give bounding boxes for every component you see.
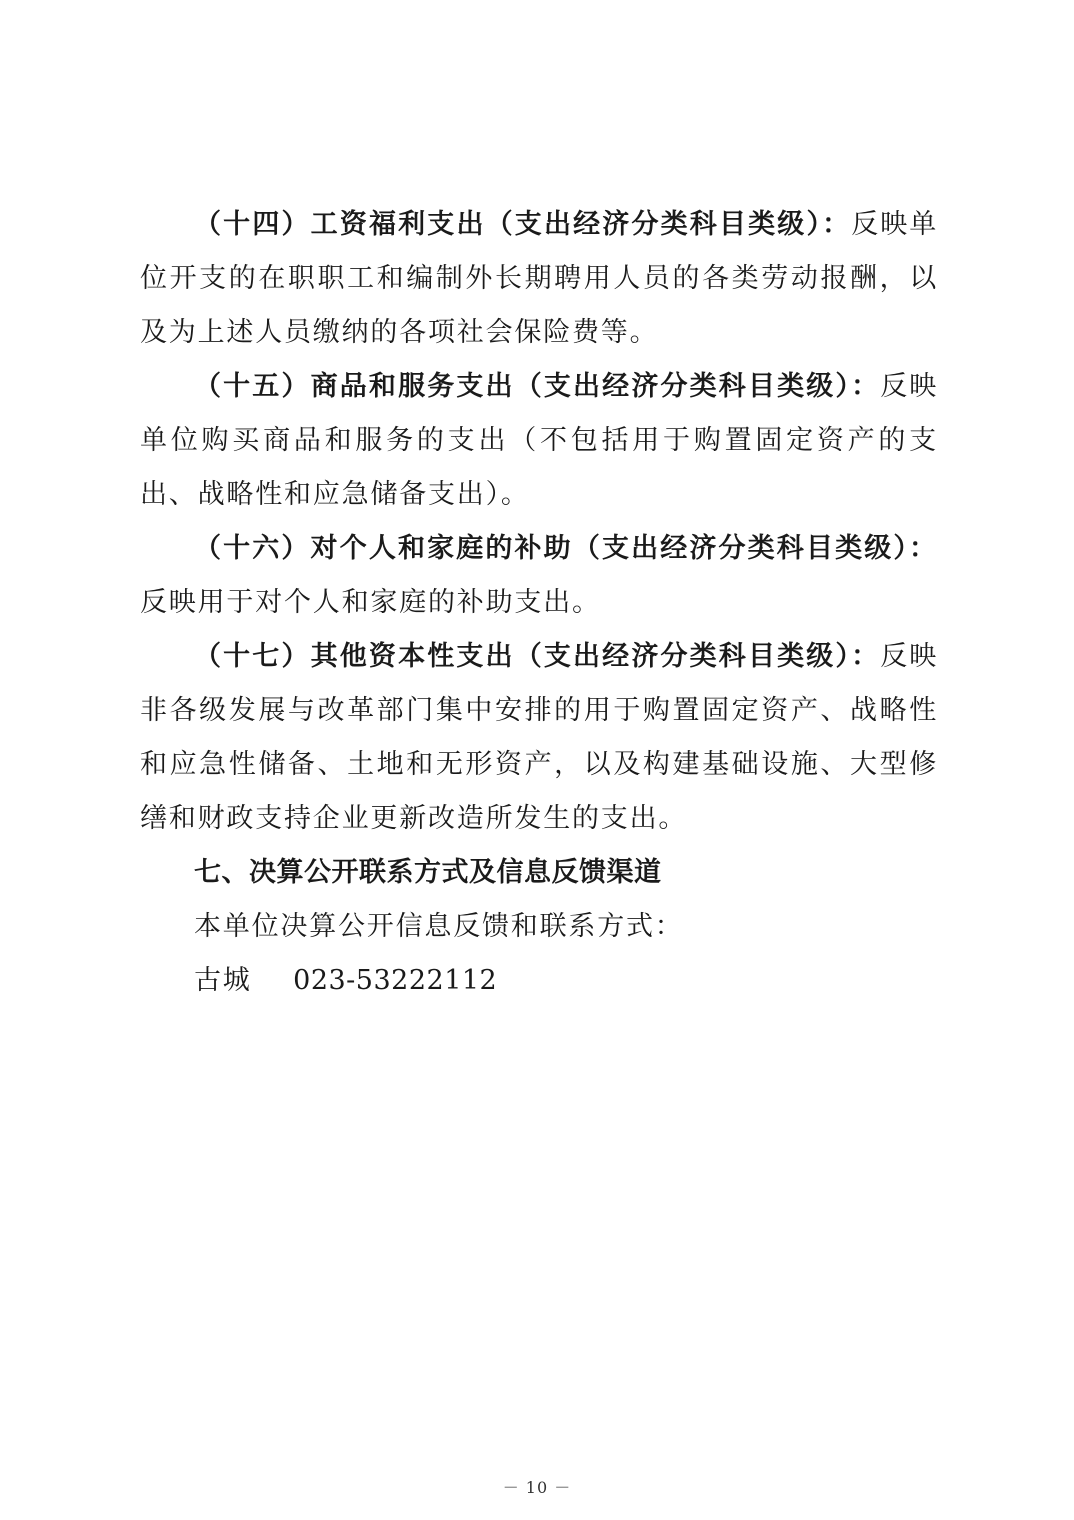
contact-intro: 本单位决算公开信息反馈和联系方式：	[194, 911, 684, 942]
paragraph-household-subsidy	[140, 522, 938, 630]
contact-name: 古城	[194, 965, 252, 996]
contact-line	[140, 954, 938, 1008]
paragraph-lead: （十七）其他资本性支出（支出经济分类科目类级）：	[194, 641, 881, 672]
paragraph-body: 反映单位购买商品和服务的支出（不包括用于购置固定资产的支出、战略性和应急储备支出）。	[140, 371, 938, 510]
section-heading: 七、决算公开联系方式及信息反馈渠道	[194, 857, 662, 888]
paragraph-other-capital	[140, 630, 938, 846]
paragraph-goods-services	[140, 360, 938, 522]
paragraph-lead: （十五）商品和服务支出（支出经济分类科目类级）：	[194, 371, 881, 402]
paragraph-body: 反映用于对个人和家庭的补助支出。	[140, 587, 601, 618]
page-number: － 10 －	[502, 1478, 572, 1497]
paragraph-body: 反映单位开支的在职职工和编制外长期聘用人员的各类劳动报酬，以及为上述人员缴纳的各项社会保险费等。	[140, 209, 938, 348]
paragraph-wage-welfare	[140, 198, 938, 360]
paragraph-body: 反映非各级发展与改革部门集中安排的用于购置固定资产、战略性和应急性储备、土地和无形资产，以及构建基础设施、大型修缮和财政支持企业更新改造所发生的支出。	[140, 641, 938, 834]
paragraph-lead: （十六）对个人和家庭的补助（支出经济分类科目类级）：	[194, 533, 938, 564]
contact-phone: 023-53222112	[293, 965, 498, 996]
page-content	[140, 198, 938, 1008]
paragraph-lead: （十四）工资福利支出（支出经济分类科目类级）：	[194, 209, 852, 240]
